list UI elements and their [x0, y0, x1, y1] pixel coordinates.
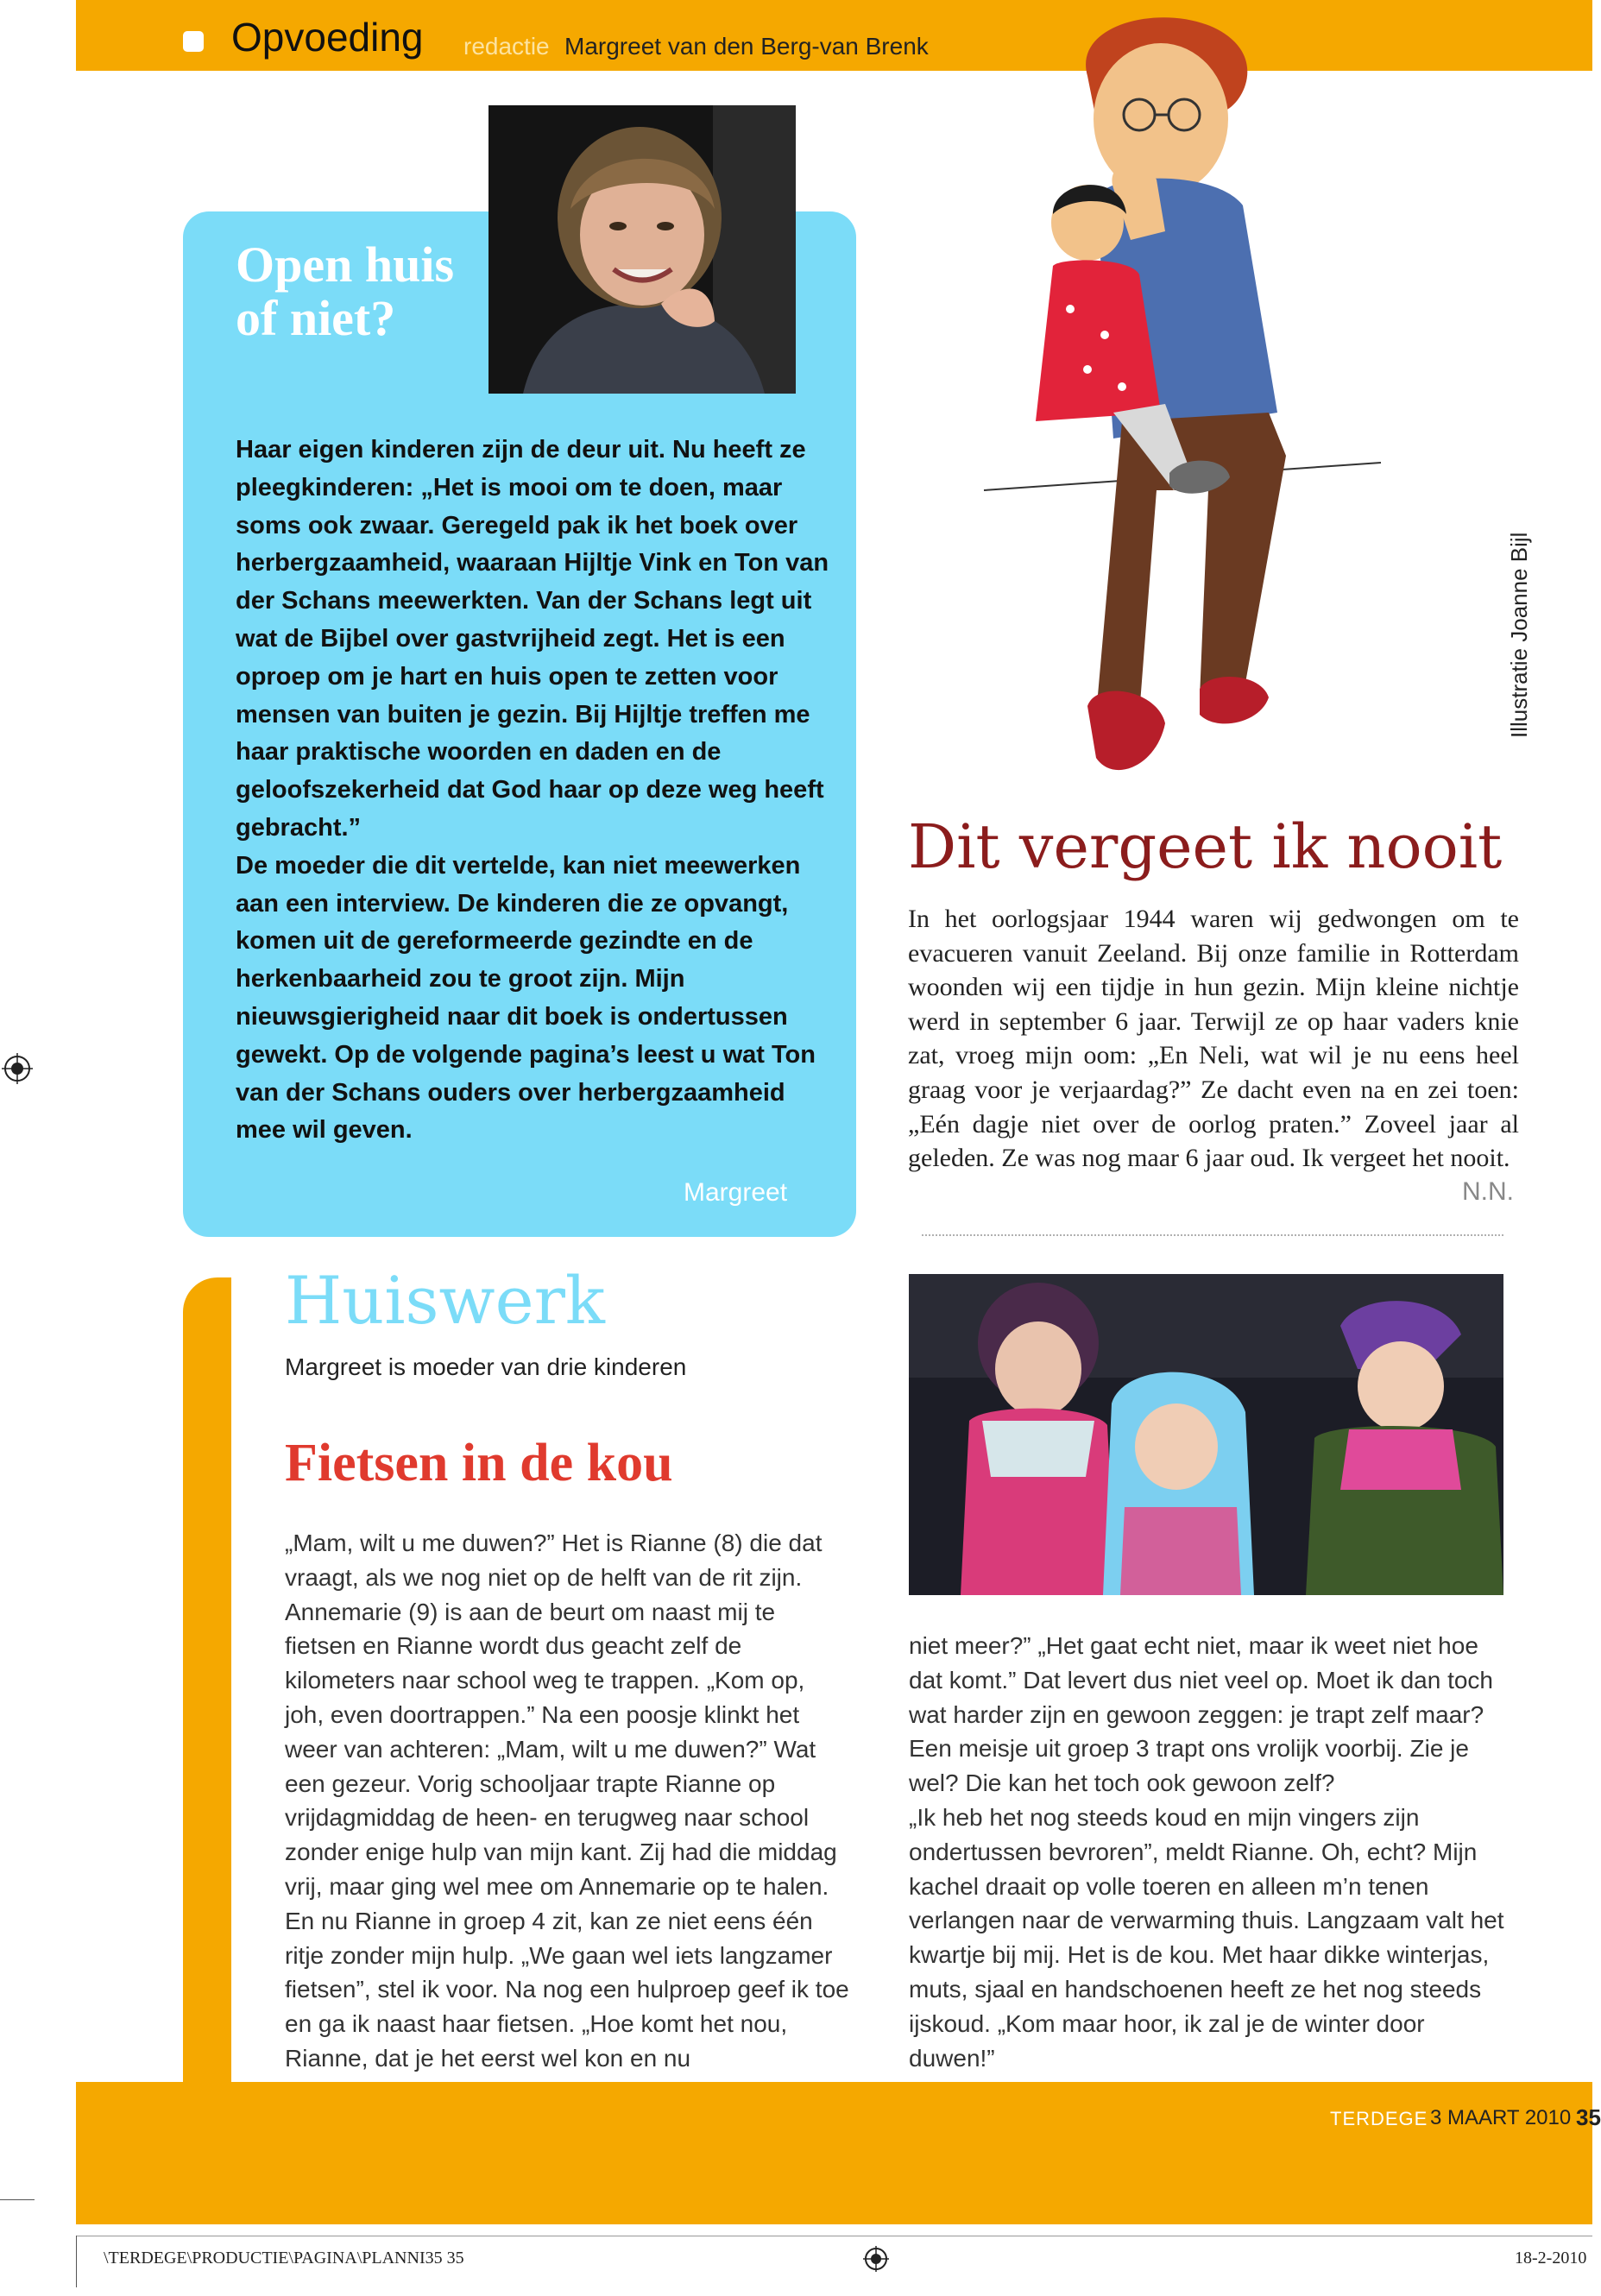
dotted-divider — [922, 1234, 1503, 1236]
footer-date: 3 MAART 2010 — [1430, 2106, 1572, 2129]
article-paragraph: „Ik heb het nog steeds koud en mijn vingers zijn ondertussen bevroren”, meldt Rianne. Oh, echt? Mijn kachel draait op volle toeren en alleen m’n tenen verlangen naar de verwarming thuis. Langzaam valt het kwartje bij mij. Het is de kou. Met haar dikke winterjas, muts, sjaal en handschoenen heeft ze het nog steeds ijskoud. „Kom maar hoor, ik zal je de winter door duwen!” — [909, 1803, 1504, 2072]
article-paragraph: niet meer?” „Het gaat echt niet, maar ik weet niet hoe dat komt.” Dat levert dus niet veel op. Moet ik dan toch wat harder zijn en gewoon zeggen: je trapt zelf maar? Een meisje uit groep 3 trapt ons vrolijk voorbij. Zie je wel? Die kan het toch ook gewoon zelf? — [909, 1632, 1494, 1797]
illustration-credit: Illustratie Joanne Bijl — [1506, 532, 1532, 738]
registration-mark-icon — [863, 2246, 889, 2272]
crop-mark — [0, 2199, 35, 2200]
huiswerk-heading: Huiswerk — [285, 1262, 605, 1339]
article-column-right — [909, 1629, 1513, 2075]
print-slug-date: 18-2-2010 — [1515, 2249, 1587, 2268]
story-body: In het oorlogsjaar 1944 waren wij gedwongen om te evacueren vanuit Zeeland. Bij onze familie in Rotterdam woonden wij een tijdje in hun gezin. Mijn kleine nichtje werd in september 6 jaar. Terwijl ze op haar vaders knie zat, vroeg mijn oom: „En Neli, wat wil je nu eens heel graag voor je verjaardag?” Ze dacht even na en zei toen: „Eén dagje niet over de oorlog praten.” Zoveel jaar al geleden. Ze was nog maar 6 jaar oud. Ik vergeet het nooit. — [908, 905, 1519, 1173]
footer-band — [76, 2082, 1592, 2224]
registration-mark-icon — [2, 1053, 33, 1084]
footer-magazine: TERDEGE — [1330, 2108, 1428, 2129]
redactie-name: Margreet van den Berg-van Brenk — [564, 33, 929, 60]
print-slug-path: \TERDEGE\PRODUCTIE\PAGINA\PLANNI35 35 — [104, 2249, 464, 2268]
redactie-label: redactie — [463, 33, 550, 60]
children-winter-photo — [909, 1274, 1503, 1595]
intro-paragraph: De moeder die dit vertelde, kan niet meewerken aan een interview. De kinderen die ze opvangt, komen uit de gereformeerde gezindte en de herkenbaarheid zou te groot zijn. Mijn nieuwsgierigheid naar dit boek is ondertussen gewekt. Op de volgende pagina’s leest u wat Ton van der Schans ouders over herbergzaamheid mee wil geven. — [236, 851, 816, 1145]
story-heading: Dit vergeet ik nooit — [908, 811, 1503, 882]
footer-page-number: 35 — [1576, 2104, 1601, 2130]
huiswerk-accent-bar — [183, 1277, 231, 2082]
article-title: Fietsen in de kou — [285, 1434, 673, 1492]
intro-paragraph: Haar eigen kinderen zijn de deur uit. Nu heeft ze pleegkinderen: „Het is mooi om te doen, maar soms ook zwaar. Geregeld pak ik het boek over herbergzaamheid, waaraan Hijltje Vink en Ton van der Schans meewerkten. Van der Schans legt uit wat de Bijbel over gastvrijheid zegt. Het is een oproep om je hart en huis open te zetten voor mensen van buiten je gezin. Bij Hijltje treffen me haar praktische woorden en daden en de geloofszekerheid dat God haar op deze weg heeft gebracht.” — [236, 436, 829, 842]
huiswerk-subtitle: Margreet is moeder van drie kinderen — [285, 1353, 687, 1380]
section-bullet-icon — [183, 31, 204, 52]
intro-title: Open huis of niet? — [236, 237, 455, 346]
article-column-left: „Mam, wilt u me duwen?” Het is Rianne (8) die dat vraagt, als we nog niet op de helft van de rit zijn. Annemarie (9) is aan de beurt om naast mij te fietsen en Rianne wordt dus geacht zelf de kilometers naar school weg te trappen. „Kom op, joh, even doortrappen.” Na een poosje klinkt het weer van achteren: „Mam, wilt u me duwen?” Wat een gezeur. Vorig schooljaar trapte Rianne op vrijdagmiddag de heen- en terugweg naar school zonder enige hulp van mijn kant. Zij had die middag vrij, maar ging wel mee om Annemarie op te halen. En nu Rianne in groep 4 zit, kan ze niet eens één ritje zonder mijn hulp. „We gaan wel iets langzamer fietsen”, stel ik voor. Na nog een hulproep geef ik toe en ga ik naast haar fietsen. „Hoe komt het nou, Rianne, dat je het eerst wel kon en nu — [285, 1530, 849, 2072]
illustration-father-and-child — [984, 7, 1381, 801]
section-title: Opvoeding — [231, 15, 424, 60]
intro-signature: Margreet — [684, 1178, 788, 1207]
author-portrait-photo — [488, 105, 796, 394]
story-initials: N.N. — [1462, 1177, 1514, 1206]
intro-body — [236, 432, 831, 1150]
crop-mark — [76, 2236, 77, 2287]
